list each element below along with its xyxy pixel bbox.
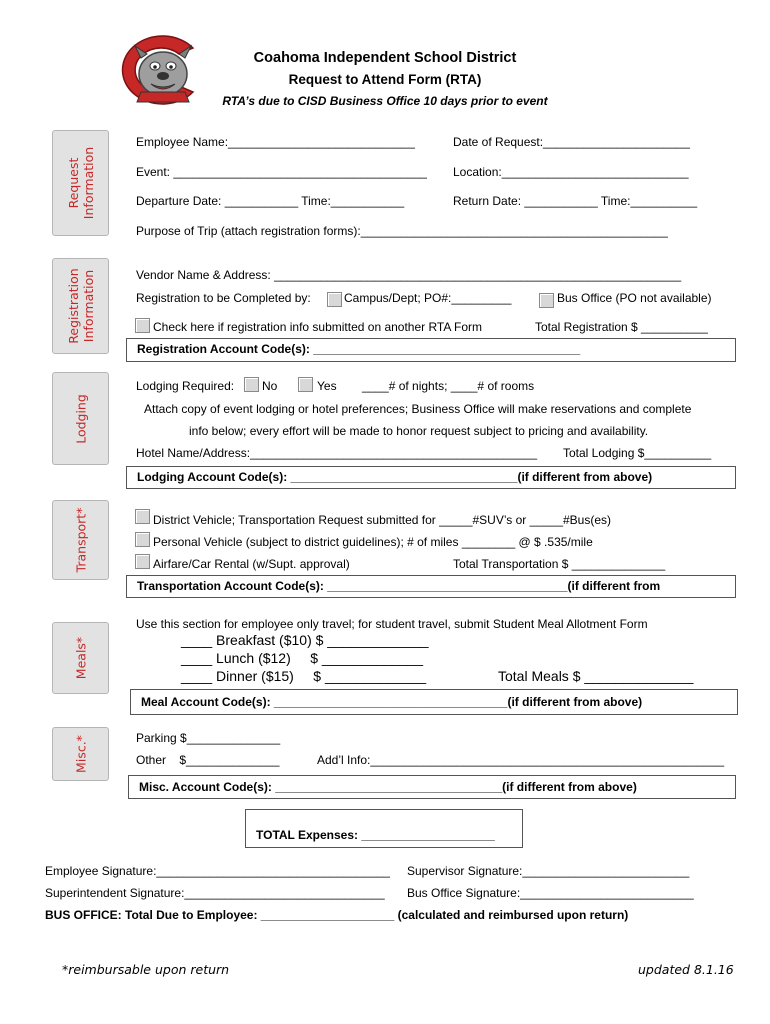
lodging-yes-checkbox[interactable] bbox=[298, 377, 313, 392]
misc-account-field[interactable]: Misc. Account Code(s): __________________________________(if different from above) bbox=[139, 780, 637, 794]
date-of-request-field[interactable]: Date of Request:______________________ bbox=[453, 135, 690, 149]
breakfast-field[interactable]: ____ Breakfast ($10) $ _____________ bbox=[181, 632, 429, 648]
form-title: Request to Attend Form (RTA) bbox=[288, 72, 482, 87]
section-registration-label: Registration Information bbox=[65, 268, 96, 344]
supervisor-signature-field[interactable]: Supervisor Signature:_________________________ bbox=[407, 864, 690, 878]
departure-field[interactable]: Departure Date: ___________ Time:___________ bbox=[136, 194, 405, 208]
personal-vehicle-checkbox[interactable] bbox=[135, 532, 150, 547]
nights-rooms-field[interactable]: ____# of nights; ____# of rooms bbox=[362, 379, 535, 393]
total-registration-field[interactable]: Total Registration $ __________ bbox=[535, 320, 708, 334]
section-lodging bbox=[52, 372, 109, 465]
transportation-account-field[interactable]: Transportation Account Code(s): ____________________________________(if different from bbox=[137, 579, 661, 593]
total-meals-field[interactable]: Total Meals $ ______________ bbox=[498, 668, 694, 684]
updated-date: updated 8.1.16 bbox=[638, 962, 734, 977]
dinner-field[interactable]: ____ Dinner ($15) $ _____________ bbox=[181, 668, 427, 684]
campus-checkbox[interactable] bbox=[327, 292, 342, 307]
lodging-no-label: No bbox=[262, 379, 278, 393]
section-misc bbox=[52, 727, 109, 781]
form-subtitle: RTA’s due to CISD Business Office 10 days prior to event bbox=[222, 94, 548, 108]
lodging-account-field[interactable]: Lodging Account Code(s): __________________________________(if different from above) bbox=[137, 470, 653, 484]
district-vehicle-checkbox[interactable] bbox=[135, 509, 150, 524]
bus-office-checkbox[interactable] bbox=[539, 293, 554, 308]
total-due-field[interactable]: BUS OFFICE: Total Due to Employee: ____________________ (calculated and reimbursed upon return) bbox=[45, 908, 629, 922]
airfare-checkbox[interactable] bbox=[135, 554, 150, 569]
section-request-label: Request Information bbox=[65, 146, 96, 220]
lodging-yes-label: Yes bbox=[317, 379, 337, 393]
total-expenses-box bbox=[245, 809, 523, 848]
lodging-required-label: Lodging Required: bbox=[136, 379, 235, 393]
lunch-field[interactable]: ____ Lunch ($12) $ _____________ bbox=[181, 650, 424, 666]
total-lodging-field[interactable]: Total Lodging $__________ bbox=[563, 446, 712, 460]
section-lodging-label: Lodging bbox=[73, 393, 88, 444]
lodging-account-box bbox=[126, 466, 736, 489]
total-transportation-field[interactable]: Total Transportation $ ______________ bbox=[453, 557, 666, 571]
campus-po-field[interactable]: Campus/Dept; PO#:_________ bbox=[344, 291, 512, 305]
employee-name-field[interactable]: Employee Name:____________________________ bbox=[136, 135, 415, 149]
return-field[interactable]: Return Date: ___________ Time:__________ bbox=[453, 194, 698, 208]
bus-office-signature-field[interactable]: Bus Office Signature:__________________________ bbox=[407, 886, 694, 900]
section-transport-label: Transport* bbox=[73, 507, 88, 573]
section-transport bbox=[52, 500, 109, 580]
employee-signature-field[interactable]: Employee Signature:___________________________________ bbox=[45, 864, 390, 878]
other-rta-label: Check here if registration info submitted on another RTA Form bbox=[153, 320, 483, 334]
location-field[interactable]: Location:____________________________ bbox=[453, 165, 689, 179]
hotel-field[interactable]: Hotel Name/Address:___________________________________________ bbox=[136, 446, 538, 460]
vendor-field[interactable]: Vendor Name & Address: _____________________________________________________________ bbox=[136, 268, 682, 282]
section-request bbox=[52, 130, 109, 236]
parking-field[interactable]: Parking $______________ bbox=[136, 731, 281, 745]
superintendent-signature-field[interactable]: Superintendent Signature:______________________________ bbox=[45, 886, 385, 900]
lodging-attach-line2: info below; every effort will be made to honor request subject to pricing and availability. bbox=[189, 424, 649, 438]
section-meals bbox=[52, 622, 109, 694]
purpose-field[interactable]: Purpose of Trip (attach registration forms):______________________________________________ bbox=[136, 224, 668, 238]
addl-info-field[interactable]: Add’l Info:_____________________________________________________ bbox=[317, 753, 725, 767]
bus-office-label: Bus Office (PO not available) bbox=[557, 291, 712, 305]
transportation-account-box bbox=[126, 575, 736, 598]
total-expenses-field[interactable]: TOTAL Expenses: ____________________ bbox=[256, 828, 495, 842]
meals-note: Use this section for employee only travel; for student travel, submit Student Meal Allotment Form bbox=[136, 617, 648, 631]
district-name: Coahoma Independent School District bbox=[253, 50, 517, 66]
footer-note: *reimbursable upon return bbox=[62, 962, 230, 977]
lodging-attach-line1: Attach copy of event lodging or hotel preferences; Business Office will make reservations and complete bbox=[144, 402, 692, 416]
other-field[interactable]: Other $______________ bbox=[136, 753, 280, 767]
other-rta-checkbox[interactable] bbox=[135, 318, 150, 333]
meal-account-box bbox=[130, 689, 738, 715]
section-registration bbox=[52, 258, 109, 354]
completed-by-label: Registration to be Completed by: bbox=[136, 291, 311, 305]
misc-account-box bbox=[128, 775, 736, 799]
event-field[interactable]: Event: ______________________________________ bbox=[136, 165, 427, 179]
personal-vehicle-label[interactable]: Personal Vehicle (subject to district guidelines); # of miles ________ @ $ .535/mile bbox=[153, 535, 593, 549]
registration-account-box bbox=[126, 338, 736, 362]
lodging-no-checkbox[interactable] bbox=[244, 377, 259, 392]
section-misc-label: Misc.* bbox=[73, 735, 88, 773]
airfare-label: Airfare/Car Rental (w/Supt. approval) bbox=[153, 557, 350, 571]
district-vehicle-label[interactable]: District Vehicle; Transportation Request submitted for _____#SUV’s or _____#Bus(es) bbox=[153, 513, 612, 527]
meal-account-field[interactable]: Meal Account Code(s): ___________________________________(if different from above) bbox=[141, 695, 643, 709]
section-meals-label: Meals* bbox=[73, 636, 88, 680]
registration-account-field[interactable]: Registration Account Code(s): ________________________________________ bbox=[137, 342, 581, 356]
